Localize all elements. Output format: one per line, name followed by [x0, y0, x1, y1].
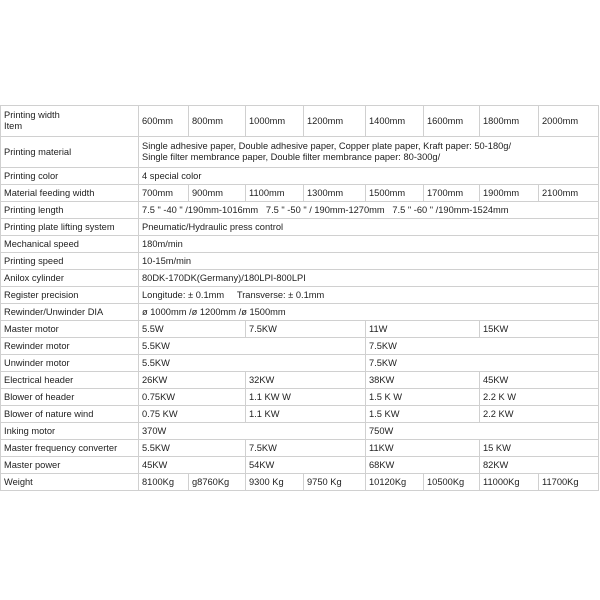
item-label: Item — [4, 121, 23, 131]
value-cell: 15KW — [480, 321, 599, 338]
width-cell: 1200mm — [304, 106, 366, 137]
register-longitude: Longitude: ± 0.1mm — [142, 289, 225, 300]
value-cell: 1.5 KW — [366, 406, 480, 423]
table-row-master-motor — [1, 321, 599, 338]
feed-width-cell: 1300mm — [304, 185, 366, 202]
header-label-cell — [1, 106, 139, 137]
table-row-anilox — [1, 270, 599, 287]
row-label: Blower of header — [1, 389, 139, 406]
width-cell: 800mm — [189, 106, 246, 137]
table-row-master-power — [1, 457, 599, 474]
printing-length-range: 7.5 " -60 " /190mm-1524mm — [392, 204, 509, 215]
weight-cell: 11000Kg — [480, 474, 539, 491]
row-label: Rewinder/Unwinder DIA — [1, 304, 139, 321]
row-label: Anilox cylinder — [1, 270, 139, 287]
value-cell: 26KW — [139, 372, 246, 389]
printing-color-value: 4 special color — [139, 168, 599, 185]
value-cell: 750W — [366, 423, 599, 440]
table-row-header — [1, 106, 599, 137]
value-cell: 54KW — [246, 457, 366, 474]
printing-length-range: 7.5 " -50 " / 190mm-1270mm — [265, 204, 385, 215]
anilox-value: 80DK-170DK(Germany)/180LPI-800LPI — [139, 270, 599, 287]
weight-cell: 10120Kg — [366, 474, 424, 491]
value-cell: 1.1 KW W — [246, 389, 366, 406]
spec-table — [0, 105, 599, 491]
table-row-printing-color — [1, 168, 599, 185]
table-row-freq-converter — [1, 440, 599, 457]
value-cell: 1.5 K W — [366, 389, 480, 406]
row-label: Unwinder motor — [1, 355, 139, 372]
value-cell: 2.2 K W — [480, 389, 599, 406]
row-label: Master motor — [1, 321, 139, 338]
printing-material-line: Single adhesive paper, Double adhesive paper, Copper plate paper, Kraft paper: 50-180g/ — [142, 141, 512, 151]
value-cell: 7.5KW — [366, 338, 599, 355]
table-row-material-feeding-width — [1, 185, 599, 202]
value-cell: 68KW — [366, 457, 480, 474]
table-row-inking-motor — [1, 423, 599, 440]
row-label: Printing speed — [1, 253, 139, 270]
table-row-mechanical-speed — [1, 236, 599, 253]
width-cell: 1000mm — [246, 106, 304, 137]
feed-width-cell: 2100mm — [539, 185, 599, 202]
row-label: Material feeding width — [1, 185, 139, 202]
table-row-unwinder-motor — [1, 355, 599, 372]
feed-width-cell: 700mm — [139, 185, 189, 202]
table-row-blower-header — [1, 389, 599, 406]
table-row-weight — [1, 474, 599, 491]
plate-lifting-value: Pneumatic/Hydraulic press control — [139, 219, 599, 236]
table-row-electrical-header — [1, 372, 599, 389]
register-transverse: Transverse: ± 0.1mm — [236, 289, 325, 300]
printing-speed-value: 10-15m/min — [139, 253, 599, 270]
value-cell: 5.5KW — [139, 338, 366, 355]
width-cell: 600mm — [139, 106, 189, 137]
value-cell: 0.75KW — [139, 389, 246, 406]
value-cell: 0.75 KW — [139, 406, 246, 423]
weight-cell: 9300 Kg — [246, 474, 304, 491]
weight-cell: 9750 Kg — [304, 474, 366, 491]
table-row-rewinder-motor — [1, 338, 599, 355]
value-cell: 7.5KW — [246, 440, 366, 457]
row-label: Register precision — [1, 287, 139, 304]
register-value — [139, 287, 599, 304]
weight-cell: 11700Kg — [539, 474, 599, 491]
printing-width-label: Printing width — [4, 110, 60, 120]
value-cell: 45KW — [480, 372, 599, 389]
printing-length-range: 7.5 " -40 " /190mm-1016mm — [142, 204, 259, 215]
feed-width-cell: 1500mm — [366, 185, 424, 202]
value-cell: 15 KW — [480, 440, 599, 457]
value-cell: 7.5KW — [246, 321, 366, 338]
table-row-printing-length — [1, 202, 599, 219]
value-cell: 1.1 KW — [246, 406, 366, 423]
feed-width-cell: 1100mm — [246, 185, 304, 202]
rewinder-dia-value: ø 1000mm /ø 1200mm /ø 1500mm — [139, 304, 599, 321]
row-label: Master power — [1, 457, 139, 474]
row-label: Printing length — [1, 202, 139, 219]
weight-cell: 8100Kg — [139, 474, 189, 491]
value-cell: 45KW — [139, 457, 246, 474]
row-label: Weight — [1, 474, 139, 491]
table-row-register — [1, 287, 599, 304]
value-cell: 32KW — [246, 372, 366, 389]
weight-cell: g8760Kg — [189, 474, 246, 491]
row-label: Rewinder motor — [1, 338, 139, 355]
printing-length-value — [139, 202, 599, 219]
printing-material-value — [139, 137, 599, 168]
table-row-blower-nature — [1, 406, 599, 423]
value-cell: 5.5KW — [139, 355, 366, 372]
value-cell: 2.2 KW — [480, 406, 599, 423]
value-cell: 5.5W — [139, 321, 246, 338]
value-cell: 38KW — [366, 372, 480, 389]
value-cell: 11W — [366, 321, 480, 338]
row-label: Inking motor — [1, 423, 139, 440]
value-cell: 7.5KW — [366, 355, 599, 372]
value-cell: 5.5KW — [139, 440, 246, 457]
width-cell: 1600mm — [424, 106, 480, 137]
width-cell: 2000mm — [539, 106, 599, 137]
table-row-printing-speed — [1, 253, 599, 270]
value-cell: 11KW — [366, 440, 480, 457]
row-label: Mechanical speed — [1, 236, 139, 253]
feed-width-cell: 900mm — [189, 185, 246, 202]
value-cell: 370W — [139, 423, 366, 440]
feed-width-cell: 1700mm — [424, 185, 480, 202]
row-label: Printing color — [1, 168, 139, 185]
weight-cell: 10500Kg — [424, 474, 480, 491]
row-label: Master frequency converter — [1, 440, 139, 457]
row-label: Blower of nature wind — [1, 406, 139, 423]
printing-material-line: Single filter membrance paper, Double filter membrance paper: 80-300g/ — [142, 152, 441, 162]
row-label: Printing plate lifting system — [1, 219, 139, 236]
table-row-plate-lifting — [1, 219, 599, 236]
mechanical-speed-value: 180m/min — [139, 236, 599, 253]
width-cell: 1800mm — [480, 106, 539, 137]
table-row-printing-material — [1, 137, 599, 168]
table-row-rewinder-dia — [1, 304, 599, 321]
feed-width-cell: 1900mm — [480, 185, 539, 202]
row-label: Printing material — [1, 137, 139, 168]
row-label: Electrical header — [1, 372, 139, 389]
value-cell: 82KW — [480, 457, 599, 474]
width-cell: 1400mm — [366, 106, 424, 137]
